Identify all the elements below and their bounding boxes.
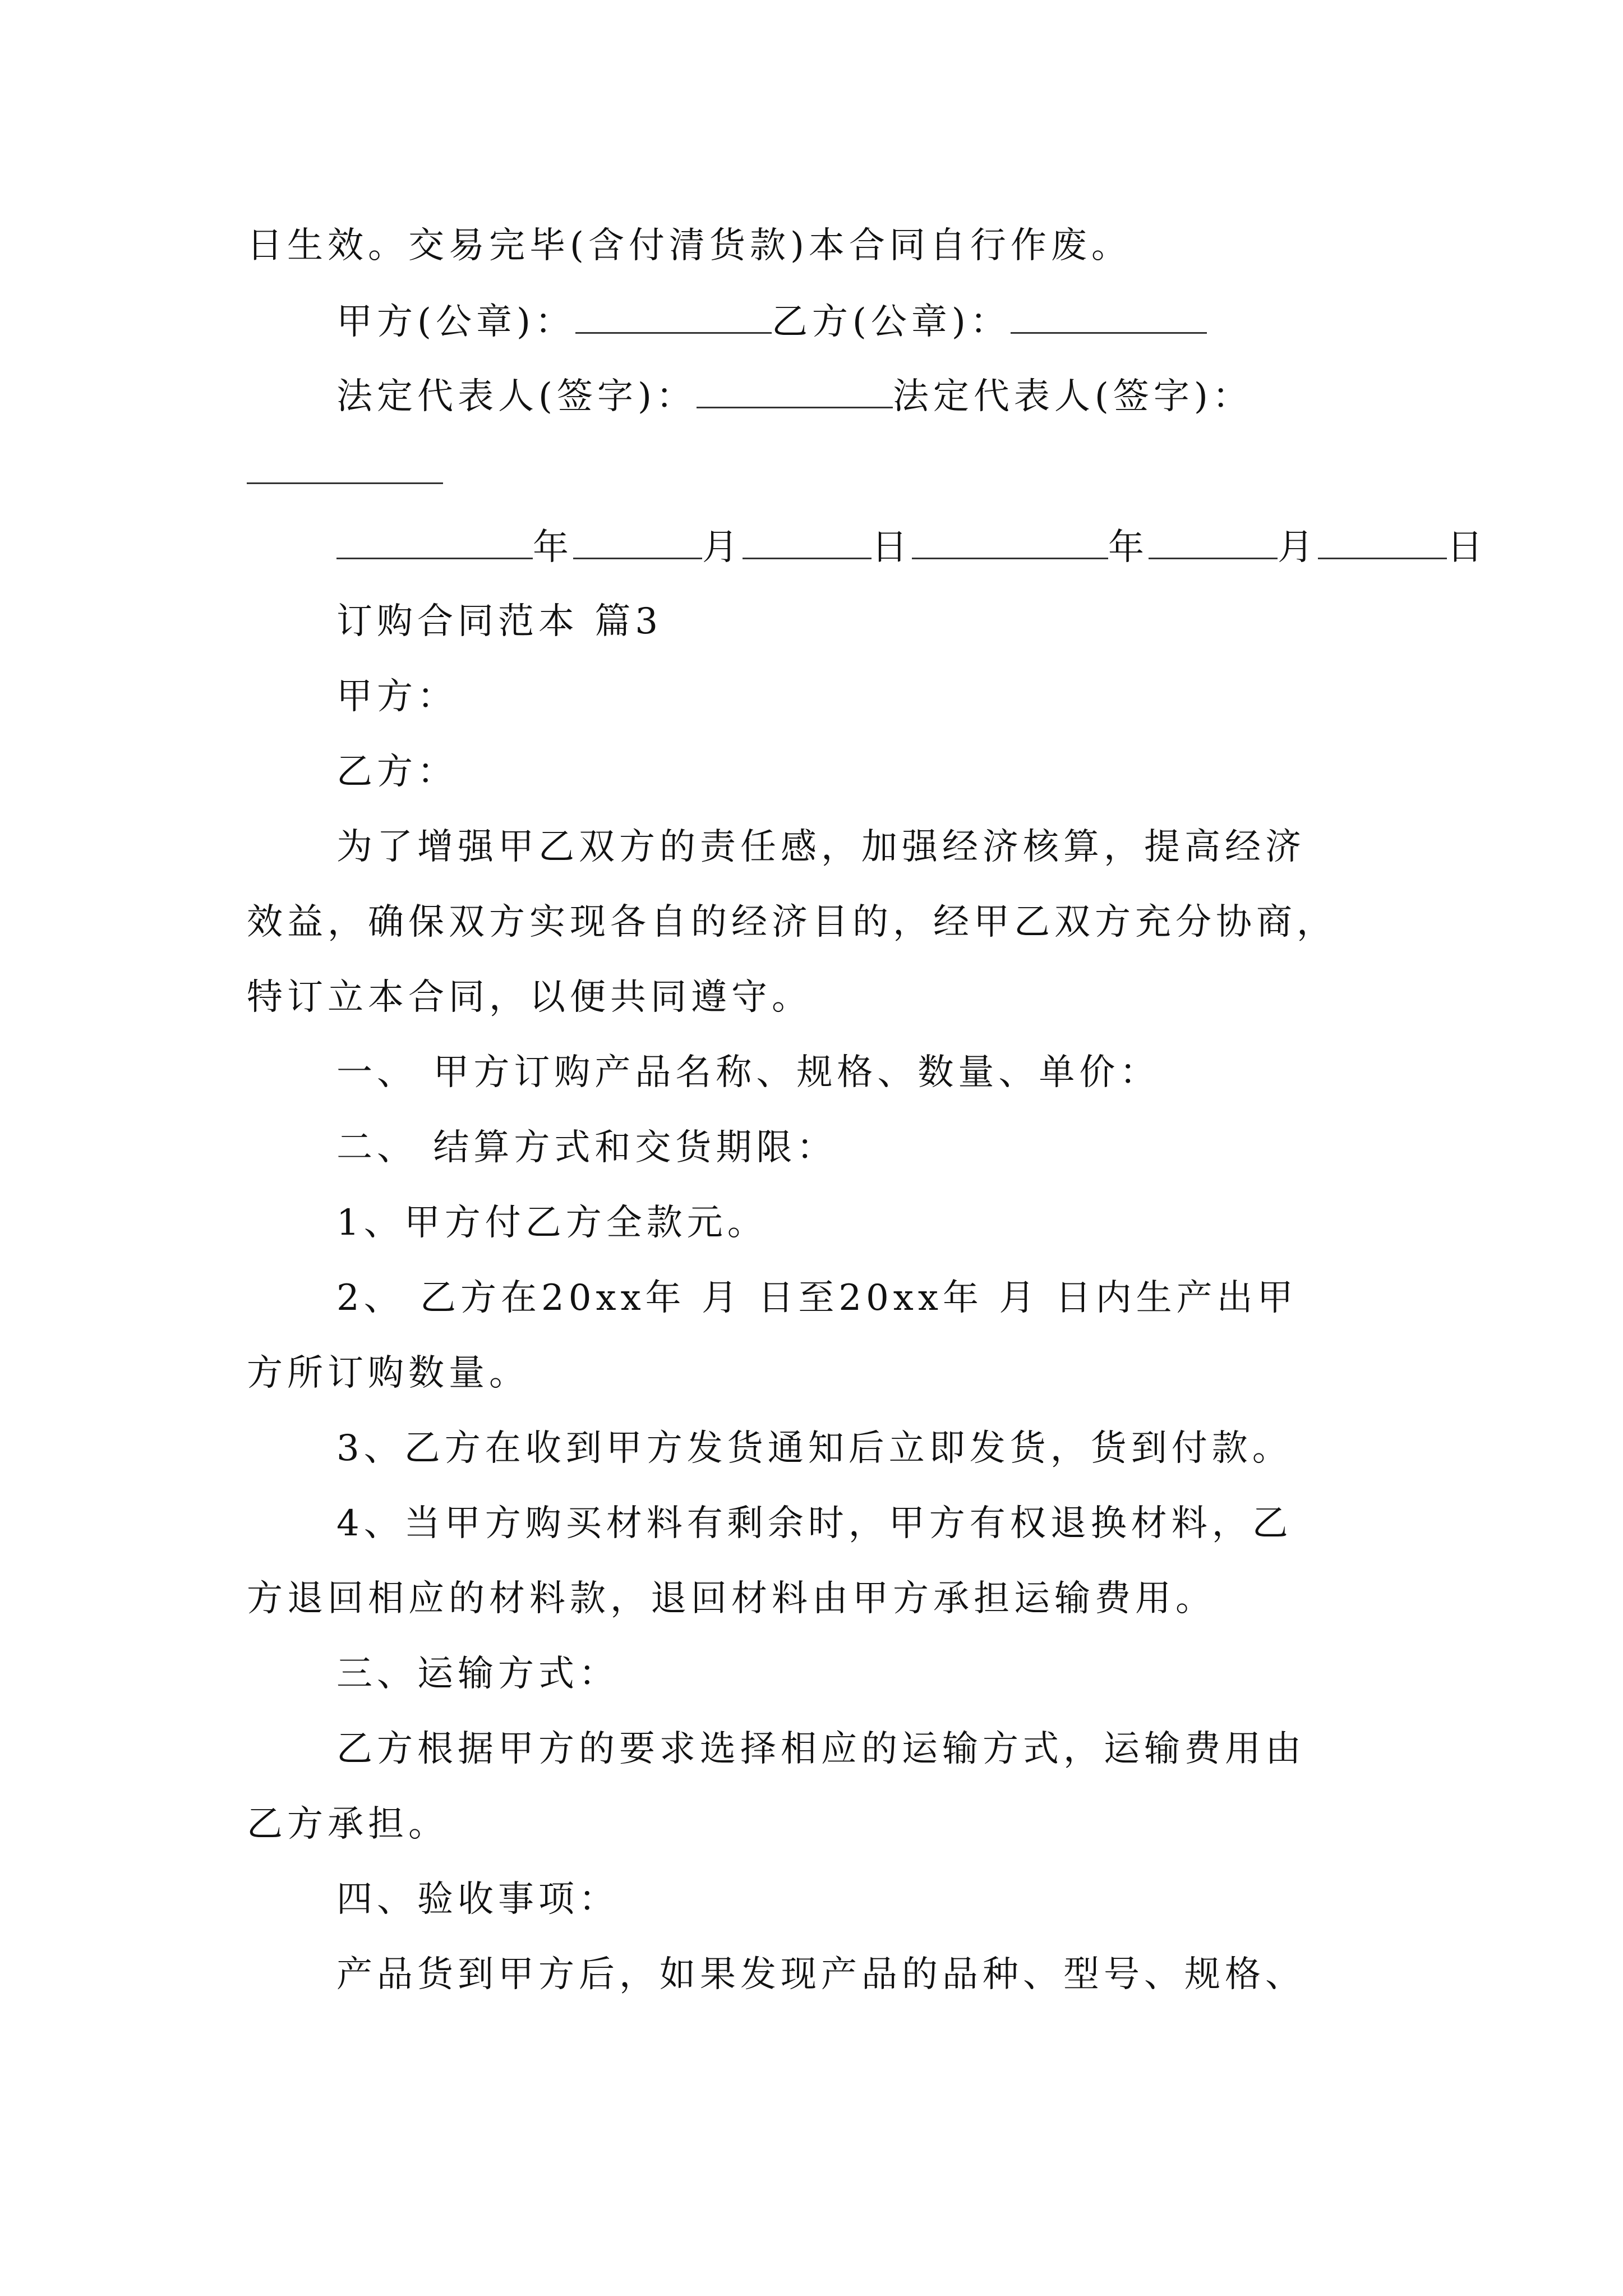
clause-heading: 四、验收事项：: [336, 1879, 619, 1920]
party-a-seal-label: 甲方(公章)：: [336, 301, 575, 343]
party-a-seal-blank: [575, 298, 772, 334]
paragraph-line: 4、当甲方购买材料有剩余时，甲方有权退换材料，乙: [336, 1503, 1293, 1544]
section-heading: 订购合同范本 篇3: [336, 601, 663, 642]
signature-rep-row: [336, 373, 1253, 418]
clause-heading: 一、 甲方订购产品名称、规格、数量、单价：: [336, 1052, 1160, 1093]
party-b-seal-label: 乙方(公章)：: [771, 301, 1011, 343]
date-month-label: 月: [702, 527, 743, 568]
signature-seal-row: [336, 298, 1207, 343]
party-b-label: 乙方：: [336, 751, 458, 793]
date-blank: [912, 524, 1108, 559]
date-month-label: 月: [1278, 527, 1318, 568]
paragraph-line: 日生效。交易完毕(含付清货款)本合同自行作废。: [247, 225, 1132, 266]
paragraph-line: 方退回相应的材料款，退回材料由甲方承担运输费用。: [247, 1578, 1216, 1619]
paragraph-line: 产品货到甲方后，如果发现产品的品种、型号、规格、: [336, 1954, 1306, 1995]
paragraph-line: 3、乙方在收到甲方发货通知后立即发货，货到付款。: [336, 1428, 1293, 1469]
rep-a-label: 法定代表人(签字)：: [336, 376, 697, 417]
date-year-label: 年: [1108, 527, 1149, 568]
date-day-label: 日: [1447, 527, 1487, 568]
paragraph-line: 1、甲方付乙方全款元。: [336, 1202, 768, 1244]
paragraph-line: 方所订购数量。: [247, 1352, 529, 1394]
clause-heading: 二、 结算方式和交货期限：: [336, 1127, 837, 1168]
date-blank: [743, 524, 872, 559]
paragraph-line: 2、 乙方在20xx年 月 日至20xx年 月 日内生产出甲: [336, 1277, 1298, 1319]
rep-b-label: 法定代表人(签字)：: [892, 376, 1253, 417]
date-year-label: 年: [533, 527, 573, 568]
paragraph-line: 乙方根据甲方的要求选择相应的运输方式，运输费用由: [336, 1728, 1306, 1770]
date-day-label: 日: [872, 527, 912, 568]
date-blank: [573, 524, 702, 559]
date-blank: [1149, 524, 1278, 559]
paragraph-line: 为了增强甲乙双方的责任感，加强经济核算，提高经济: [336, 826, 1306, 868]
date-blank: [336, 524, 533, 559]
rep-b-blank-row: [247, 449, 443, 494]
rep-b-blank: [247, 449, 443, 484]
party-a-label: 甲方：: [336, 676, 458, 717]
party-b-seal-blank: [1011, 298, 1207, 334]
date-blank: [1318, 524, 1447, 559]
date-row: [336, 524, 1487, 569]
rep-a-blank: [697, 373, 893, 408]
paragraph-line: 特订立本合同，以便共同遵守。: [247, 977, 812, 1018]
clause-heading: 三、运输方式：: [336, 1653, 619, 1695]
paragraph-line: 乙方承担。: [247, 1803, 449, 1845]
paragraph-line: 效益，确保双方实现各自的经济目的，经甲乙双方充分协商，: [247, 901, 1337, 943]
